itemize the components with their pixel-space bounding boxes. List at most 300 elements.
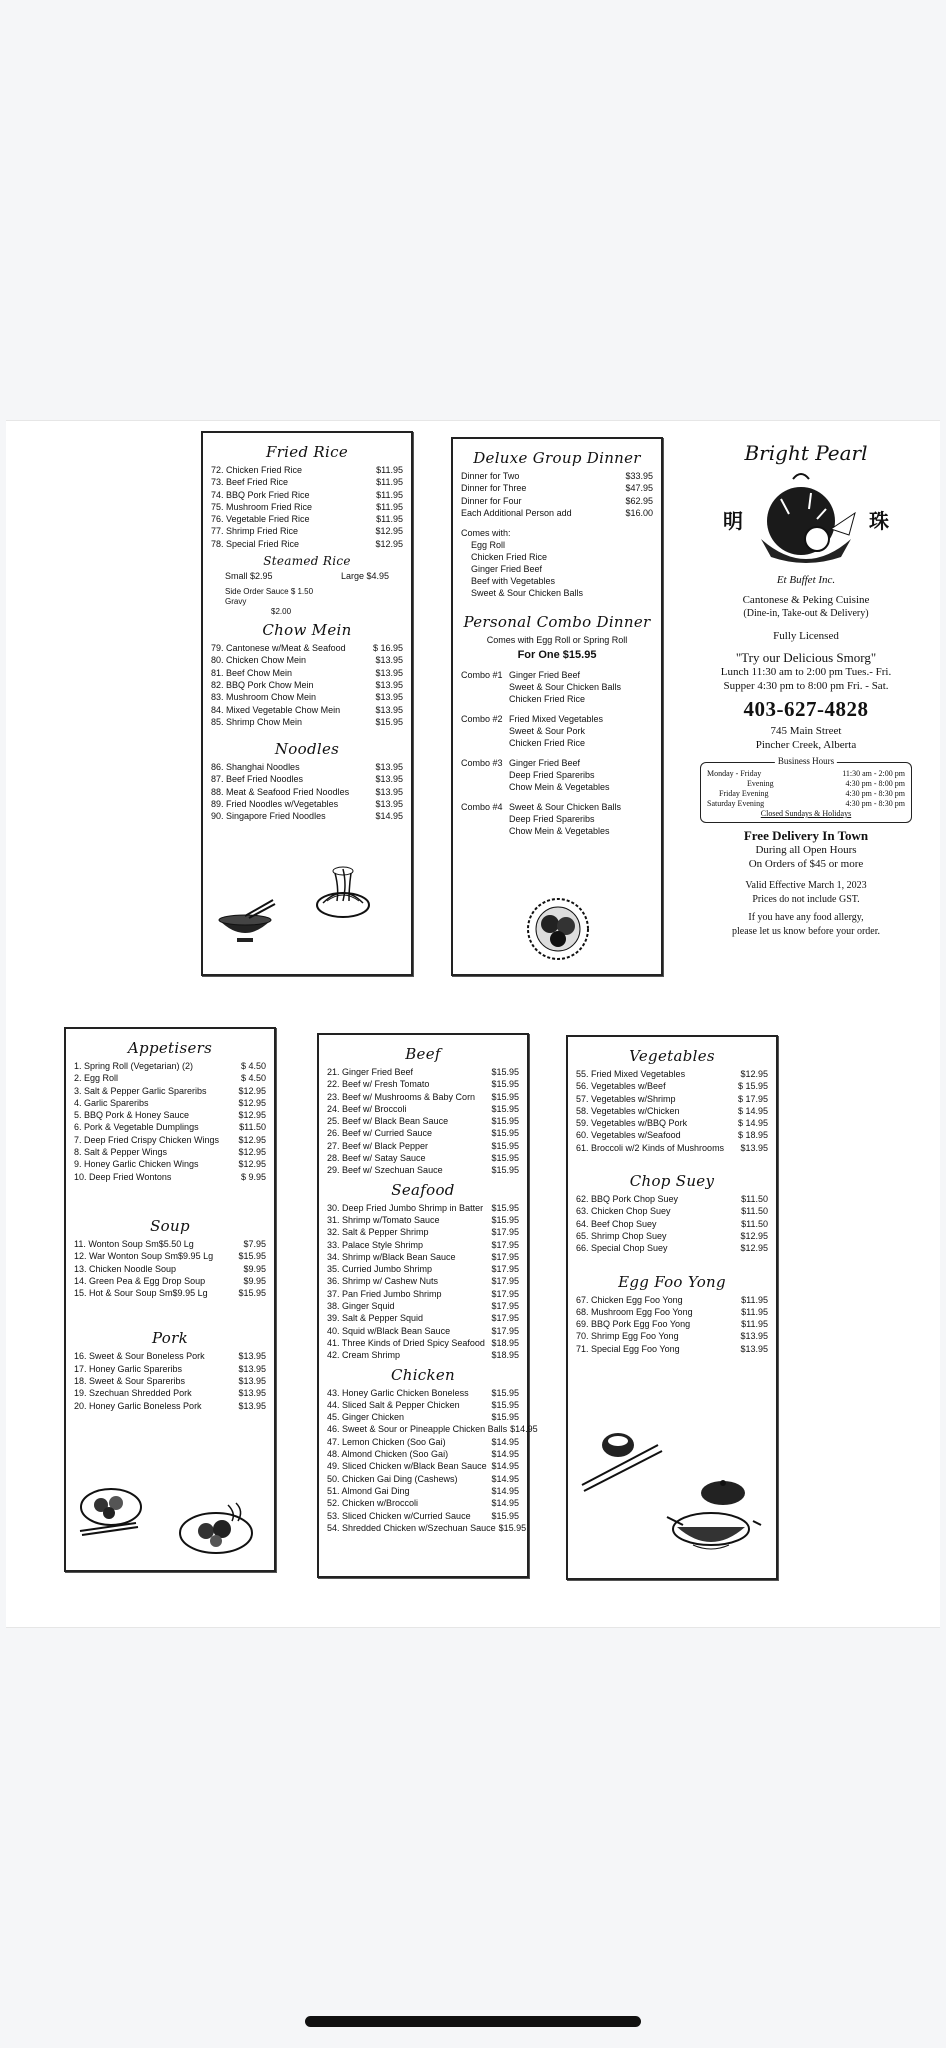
menu-item [327, 1226, 519, 1238]
menu-item [211, 525, 403, 537]
chinese-char-right: 珠 [869, 508, 889, 533]
menu-item-price: $12.95 [238, 1085, 266, 1096]
menu-item-price: $17.95 [491, 1301, 519, 1312]
menu-item [211, 773, 403, 785]
cuisine: Cantonese & Peking Cuisine [742, 594, 870, 606]
menu-item [211, 716, 403, 728]
menu-item [74, 1287, 266, 1299]
combo-contents [509, 713, 603, 749]
menu-item-name: 28. Beef w/ Satay Sauce [327, 1153, 426, 1164]
menu-item-price: $14.95 [491, 1461, 519, 1472]
menu-item-price: $14.95 [491, 1473, 519, 1484]
menu-item-name: 48. Almond Chicken (Soo Gai) [327, 1449, 449, 1460]
menu-item-price: $17.95 [491, 1239, 519, 1250]
menu-item-price: $17.95 [491, 1264, 519, 1275]
menu-item-price: $13.95 [238, 1388, 266, 1399]
menu-item-name: 10. Deep Fried Wontons [74, 1171, 172, 1182]
menu-item [74, 1060, 266, 1072]
combo-item [461, 669, 653, 705]
menu-item [74, 1072, 266, 1084]
menu-item [74, 1171, 266, 1183]
menu-item-price: $9.95 [243, 1275, 266, 1286]
menu-item-price: $12.95 [238, 1147, 266, 1158]
menu-item [576, 1129, 768, 1141]
vegetables-list [576, 1068, 768, 1154]
group-dinner-list [461, 470, 653, 519]
effective-date: Valid Effective March 1, 2023 [745, 880, 867, 891]
menu-item [74, 1158, 266, 1170]
menu-item-price: $12.95 [238, 1110, 266, 1121]
menu-item [327, 1349, 519, 1361]
chow-mein-list [211, 642, 403, 728]
menu-item-name: 32. Salt & Pepper Shrimp [327, 1227, 429, 1238]
chicken-list [327, 1387, 538, 1535]
menu-item-name: 30. Deep Fried Jumbo Shrimp in Batter [327, 1202, 484, 1213]
combo-label: Combo #1 [461, 670, 503, 681]
menu-item-name: 18. Sweet & Sour Spareribs [74, 1376, 186, 1387]
dim-sum-plate-illustration [76, 1479, 146, 1539]
side-sauce-note: Side Order Sauce $ 1.50 [225, 587, 314, 597]
menu-item-name: 4. Garlic Spareribs [74, 1097, 149, 1108]
pearl-logo-icon [751, 469, 861, 569]
section-title-combo: Personal Combo Dinner [463, 613, 651, 632]
menu-item-price: $12.95 [375, 538, 403, 549]
menu-item-price: $ 15.95 [737, 1081, 768, 1092]
combo-label: Combo #2 [461, 714, 503, 725]
menu-item [74, 1085, 266, 1097]
panel-vegetables [566, 1035, 778, 1580]
menu-item [327, 1202, 519, 1214]
menu-item [327, 1103, 519, 1115]
menu-item-price: $13.95 [375, 704, 403, 715]
menu-item-name: 21. Ginger Fried Beef [327, 1067, 414, 1077]
menu-item-name: 40. Squid w/Black Bean Sauce [327, 1325, 451, 1336]
menu-item-name: 44. Sliced Salt & Pepper Chicken [327, 1399, 460, 1410]
hours-day: Saturday Evening [707, 799, 765, 808]
menu-item [74, 1363, 266, 1375]
menu-item [327, 1091, 519, 1103]
section-title-fried-rice: Fried Rice [266, 443, 348, 461]
menu-item [211, 464, 403, 476]
menu-item [576, 1205, 768, 1217]
menu-item-price: $11.95 [741, 1319, 768, 1330]
hours-row [707, 789, 905, 799]
menu-item-name: 61. Broccoli w/2 Kinds of Mushrooms [576, 1142, 725, 1153]
menu-item-price: $11.95 [376, 465, 403, 475]
menu-item-name: 84. Mixed Vegetable Chow Mein [211, 704, 341, 715]
menu-item [327, 1300, 519, 1312]
menu-item-price: $13.95 [375, 667, 403, 678]
menu-item [327, 1325, 519, 1337]
delivery-hours: During all Open Hours [755, 844, 857, 856]
menu-item-name: 37. Pan Fried Jumbo Shrimp [327, 1288, 442, 1299]
menu-item-price: $11.95 [376, 489, 403, 500]
combo-dish: Fried Mixed Vegetables [509, 714, 604, 725]
section-title-steamed-rice: Steamed Rice [263, 554, 351, 569]
menu-item [327, 1460, 519, 1472]
menu-item-name: 72. Chicken Fried Rice [211, 465, 303, 475]
business-hours-title: Business Hours [775, 756, 837, 766]
menu-item-price: $15.95 [491, 1103, 519, 1114]
section-title-vegetables: Vegetables [629, 1047, 715, 1065]
supper-hours: Supper 4:30 pm to 8:00 pm Fri. - Sat. [723, 680, 889, 692]
dish-illustration [176, 1499, 256, 1559]
section-title-chop-suey: Chop Suey [629, 1172, 715, 1191]
menu-item [576, 1142, 768, 1154]
menu-item [576, 1068, 768, 1080]
menu-item-price: $15.95 [491, 1067, 519, 1077]
menu-item [576, 1193, 768, 1205]
menu-item [211, 704, 403, 716]
menu-item [74, 1146, 266, 1158]
menu-item-name: 9. Honey Garlic Chicken Wings [74, 1159, 199, 1170]
menu-item-name: 14. Green Pea & Egg Drop Soup [74, 1275, 206, 1286]
restaurant-name: Bright Pearl [744, 441, 868, 465]
menu-item-name: 26. Beef w/ Curried Sauce [327, 1128, 433, 1139]
menu-item [327, 1115, 519, 1127]
menu-item-price: $33.95 [625, 471, 653, 481]
menu-item-name: 51. Almond Gai Ding [327, 1485, 410, 1496]
menu-item-name: 81. Beef Chow Mein [211, 667, 293, 678]
menu-item-price: $11.50 [741, 1218, 768, 1229]
menu-sheet [6, 420, 940, 1628]
menu-item [211, 513, 403, 525]
menu-item-name: 70. Shrimp Egg Foo Yong [576, 1331, 679, 1342]
menu-item-price: $17.95 [491, 1288, 519, 1299]
menu-item-price: $15.95 [491, 1412, 519, 1423]
menu-item-price: $15.95 [491, 1091, 519, 1102]
menu-item [211, 476, 403, 488]
menu-item-name: 5. BBQ Pork & Honey Sauce [74, 1110, 190, 1121]
comes-with-label: Comes with: [461, 528, 511, 539]
free-delivery: Free Delivery In Town [743, 828, 869, 843]
menu-item [327, 1387, 519, 1399]
menu-item-name: 55. Fried Mixed Vegetables [576, 1069, 686, 1079]
menu-item [327, 1078, 519, 1090]
egg-foo-yong-list [576, 1294, 768, 1355]
menu-item [576, 1218, 768, 1230]
menu-item-price: $13.95 [375, 786, 403, 797]
menu-item-name: 53. Sliced Chicken w/Curried Sauce [327, 1510, 471, 1521]
soup-list [74, 1238, 266, 1299]
section-title-soup: Soup [150, 1216, 190, 1235]
menu-item [327, 1066, 519, 1078]
section-title-seafood: Seafood [391, 1180, 455, 1199]
menu-item-price: $13.95 [740, 1142, 768, 1153]
menu-item [327, 1399, 519, 1411]
menu-item-price: $15.95 [491, 1202, 519, 1213]
menu-item-name: 7. Deep Fried Crispy Chicken Wings [74, 1134, 220, 1145]
menu-item-name: 13. Chicken Noodle Soup [74, 1263, 177, 1274]
menu-item-price: $14.95 [491, 1449, 519, 1460]
combo-comes-with: Comes with Egg Roll or Spring Roll [486, 635, 628, 646]
menu-item-name: 39. Salt & Pepper Squid [327, 1313, 424, 1324]
chop-suey-list [576, 1193, 768, 1254]
menu-item-price: $11.95 [376, 477, 403, 488]
noodle-bowl-illustration [313, 863, 373, 923]
steamed-small: Small $2.95 [225, 571, 273, 582]
menu-item-price: $ 18.95 [737, 1130, 768, 1141]
menu-item-price: $13.95 [375, 799, 403, 810]
appetisers-list [74, 1060, 266, 1183]
menu-item-name: 89. Fried Noodles w/Vegetables [211, 799, 339, 810]
menu-item-name: Each Additional Person add [461, 507, 572, 518]
steamed-large: Large $4.95 [340, 571, 389, 582]
menu-item [327, 1436, 519, 1448]
menu-item-name: 15. Hot & Sour Soup Sm$9.95 Lg [74, 1288, 208, 1299]
menu-item [327, 1275, 519, 1287]
menu-item [74, 1250, 266, 1262]
included-item: Beef with Vegetables [471, 576, 556, 587]
menu-item [211, 761, 403, 773]
menu-item [327, 1164, 519, 1176]
hours-time: 4:30 pm - 8:30 pm [845, 789, 905, 798]
menu-item-price: $13.95 [238, 1400, 266, 1411]
menu-item-price: $13.95 [740, 1331, 768, 1342]
combo-dish: Deep Fried Spareribs [509, 814, 595, 825]
combo-dish: Chow Mein & Vegetables [509, 782, 610, 793]
menu-item-name: 35. Curried Jumbo Shrimp [327, 1264, 433, 1275]
menu-item [327, 1485, 519, 1497]
menu-item-name: 19. Szechuan Shredded Pork [74, 1388, 192, 1399]
menu-item-name: 76. Vegetable Fried Rice [211, 514, 310, 525]
menu-item-price: $13.95 [238, 1363, 266, 1374]
menu-item-price: $ 4.50 [240, 1061, 266, 1071]
menu-item-price: $17.95 [491, 1325, 519, 1336]
menu-item-name: 36. Shrimp w/ Cashew Nuts [327, 1276, 439, 1287]
allergy-note-1: If you have any food allergy, [748, 912, 864, 923]
phone-number[interactable]: 403-627-4828 [743, 697, 869, 721]
gravy-note: Gravy [225, 597, 247, 607]
combo-label: Combo #3 [461, 758, 503, 769]
menu-item-name: 52. Chicken w/Broccoli [327, 1498, 419, 1509]
menu-item-name: 20. Honey Garlic Boneless Pork [74, 1400, 202, 1411]
menu-item-name: 60. Vegetables w/Seafood [576, 1130, 681, 1141]
combo-contents [509, 669, 621, 705]
menu-item [576, 1093, 768, 1105]
menu-item [327, 1263, 519, 1275]
combo-dish: Sweet & Sour Chicken Balls [509, 682, 622, 693]
menu-item-price: $11.95 [741, 1306, 768, 1317]
menu-item-price: $ 4.50 [240, 1073, 266, 1084]
menu-item-price: $13.95 [375, 692, 403, 703]
dumpling-plate-illustration [523, 894, 593, 964]
menu-item-name: 90. Singapore Fried Noodles [211, 811, 326, 822]
menu-item-name: 22. Beef w/ Fresh Tomato [327, 1079, 430, 1090]
menu-item-name: 57. Vegetables w/Shrimp [576, 1093, 676, 1104]
menu-item-name: 33. Palace Style Shrimp [327, 1239, 424, 1250]
menu-item-name: 86. Shanghai Noodles [211, 762, 300, 773]
delivery-minimum: On Orders of $45 or more [748, 858, 864, 870]
menu-item-name: 42. Cream Shrimp [327, 1350, 401, 1361]
fried-rice-list [211, 464, 403, 550]
licensed: Fully Licensed [773, 630, 839, 642]
menu-item-name: Dinner for Two [461, 471, 520, 481]
hours-time: 4:30 pm - 8:30 pm [845, 799, 905, 808]
menu-item [327, 1152, 519, 1164]
menu-item-price: $15.95 [238, 1251, 266, 1262]
menu-item [74, 1275, 266, 1287]
menu-item-price: $15.95 [491, 1128, 519, 1139]
section-title-group-dinner: Deluxe Group Dinner [473, 449, 641, 467]
menu-item-name: 46. Sweet & Sour or Pineapple Chicken Balls [327, 1424, 508, 1435]
menu-item-name: 31. Shrimp w/Tomato Sauce [327, 1214, 440, 1225]
menu-item-price: $15.95 [491, 1214, 519, 1225]
menu-item [576, 1318, 768, 1330]
combo-list [461, 669, 653, 837]
menu-item-price: $ 14.95 [737, 1105, 768, 1116]
menu-item [327, 1239, 519, 1251]
menu-item-name: 54. Shredded Chicken w/Szechuan Sauce [327, 1522, 496, 1533]
menu-item-name: 69. BBQ Pork Egg Foo Yong [576, 1319, 691, 1330]
menu-item-price: $ 16.95 [372, 643, 403, 654]
menu-item [327, 1140, 519, 1152]
menu-item [461, 507, 653, 519]
hours-row [707, 779, 905, 789]
menu-item [576, 1242, 768, 1254]
chinese-char-left: 明 [723, 508, 743, 533]
combo-item [461, 757, 653, 793]
menu-item-name: 67. Chicken Egg Foo Yong [576, 1294, 683, 1305]
gst-note: Prices do not include GST. [752, 894, 860, 905]
menu-item-price: $12.95 [375, 526, 403, 537]
menu-item [461, 495, 653, 507]
menu-item-price: $17.95 [491, 1251, 519, 1262]
menu-item-name: 74. BBQ Pork Fried Rice [211, 489, 310, 500]
menu-item [74, 1350, 266, 1362]
menu-item-price: $15.95 [491, 1387, 519, 1398]
menu-item [461, 470, 653, 482]
menu-item-name: 23. Beef w/ Mushrooms & Baby Corn [327, 1091, 476, 1102]
combo-contents [509, 801, 621, 837]
menu-item-name: 11. Wonton Soup Sm$5.50 Lg [74, 1238, 194, 1249]
menu-item-name: 63. Chicken Chop Suey [576, 1206, 671, 1217]
hours-day: Evening [747, 779, 774, 788]
menu-item [211, 642, 403, 654]
menu-item [327, 1337, 519, 1349]
menu-item-price: $12.95 [740, 1243, 768, 1254]
noodles-list [211, 761, 403, 822]
menu-item [576, 1330, 768, 1342]
menu-item-price: $13.95 [238, 1351, 266, 1362]
menu-item-price: $15.95 [491, 1165, 519, 1176]
menu-item-price: $11.95 [376, 514, 403, 525]
menu-item-name: 82. BBQ Pork Chow Mein [211, 679, 314, 690]
menu-item [211, 489, 403, 501]
menu-item-name: 38. Ginger Squid [327, 1301, 395, 1312]
menu-item [327, 1522, 527, 1534]
combo-contents [509, 757, 610, 793]
menu-item [211, 538, 403, 550]
menu-item-price: $13.95 [375, 655, 403, 666]
menu-item [327, 1312, 519, 1324]
menu-item [327, 1448, 519, 1460]
menu-item [74, 1238, 266, 1250]
combo-dish: Deep Fried Spareribs [509, 770, 595, 781]
hours-row [707, 769, 905, 779]
menu-item-price: $14.95 [375, 811, 403, 822]
combo-dish: Sweet & Sour Chicken Balls [509, 802, 622, 813]
menu-item [327, 1127, 519, 1139]
menu-item-price: $12.95 [238, 1134, 266, 1145]
menu-item-price: $12.95 [238, 1097, 266, 1108]
menu-item-price: $15.95 [491, 1116, 519, 1127]
menu-item-price: $7.95 [243, 1238, 266, 1249]
menu-item-price: $17.95 [491, 1313, 519, 1324]
menu-item [576, 1230, 768, 1242]
menu-item [74, 1263, 266, 1275]
menu-item-name: 75. Mushroom Fried Rice [211, 501, 313, 512]
pork-list [74, 1350, 266, 1411]
city: Pincher Creek, Alberta [755, 739, 857, 751]
menu-item [327, 1423, 538, 1435]
menu-item [211, 798, 403, 810]
beef-list [327, 1066, 519, 1177]
menu-item-price: $15.95 [375, 716, 403, 727]
menu-item-price: $47.95 [625, 483, 653, 494]
section-title-appetisers: Appetisers [127, 1039, 213, 1057]
menu-item-name: 88. Meat & Seafood Fried Noodles [211, 786, 350, 797]
menu-item [327, 1473, 519, 1485]
menu-item [576, 1306, 768, 1318]
menu-item-name: 29. Beef w/ Szechuan Sauce [327, 1165, 443, 1176]
menu-item-name: 3. Salt & Pepper Garlic Spareribs [74, 1085, 207, 1096]
menu-item-name: 64. Beef Chop Suey [576, 1218, 657, 1229]
menu-item [74, 1375, 266, 1387]
menu-item-price: $15.95 [498, 1522, 527, 1533]
menu-item-name: 85. Shrimp Chow Mein [211, 716, 303, 727]
hours-time: 4:30 pm - 8:00 pm [845, 779, 905, 788]
menu-item [74, 1134, 266, 1146]
menu-item-price: $15.95 [491, 1153, 519, 1164]
menu-item-price: $14.95 [491, 1498, 519, 1509]
business-hours-box [700, 756, 912, 823]
menu-item-name: 47. Lemon Chicken (Soo Gai) [327, 1436, 446, 1447]
group-dinner-includes [461, 539, 653, 599]
menu-item-price: $13.95 [740, 1343, 768, 1354]
menu-item-price: $15.95 [491, 1399, 519, 1410]
hours-day: Friday Evening [719, 789, 769, 798]
section-title-noodles: Noodles [274, 740, 340, 759]
menu-item-price: $15.95 [491, 1140, 519, 1151]
combo-dish: Chicken Fried Rice [509, 738, 586, 749]
menu-item-name: 68. Mushroom Egg Foo Yong [576, 1306, 693, 1317]
hours-row [707, 799, 905, 809]
menu-item-name: 50. Chicken Gai Ding (Cashews) [327, 1473, 458, 1484]
hours-day: Monday - Friday [707, 769, 762, 778]
menu-item-name: 80. Chicken Chow Mein [211, 655, 307, 666]
menu-item [211, 691, 403, 703]
menu-item-price: $14.95 [491, 1485, 519, 1496]
menu-item [327, 1288, 519, 1300]
menu-item [74, 1121, 266, 1133]
menu-item-name: 34. Shrimp w/Black Bean Sauce [327, 1251, 456, 1262]
included-item: Chicken Fried Rice [471, 552, 548, 563]
smorg-tagline: "Try our Delicious Smorg" [735, 650, 877, 665]
menu-item-price: $11.95 [741, 1294, 768, 1305]
menu-item-name: 49. Sliced Chicken w/Black Bean Sauce [327, 1461, 487, 1472]
menu-item-price: $12.95 [238, 1159, 266, 1170]
menu-item-price: $18.95 [491, 1337, 519, 1348]
menu-item-price: $ 14.95 [737, 1118, 768, 1129]
menu-item-price: $ 9.95 [240, 1171, 266, 1182]
home-indicator[interactable] [305, 2016, 641, 2027]
combo-dish: Ginger Fried Beef [509, 670, 581, 681]
menu-item-name: 83. Mushroom Chow Mein [211, 692, 317, 703]
menu-item-name: 25. Beef w/ Black Bean Sauce [327, 1116, 449, 1127]
logo [696, 469, 916, 569]
menu-item-price: $11.50 [741, 1206, 768, 1217]
